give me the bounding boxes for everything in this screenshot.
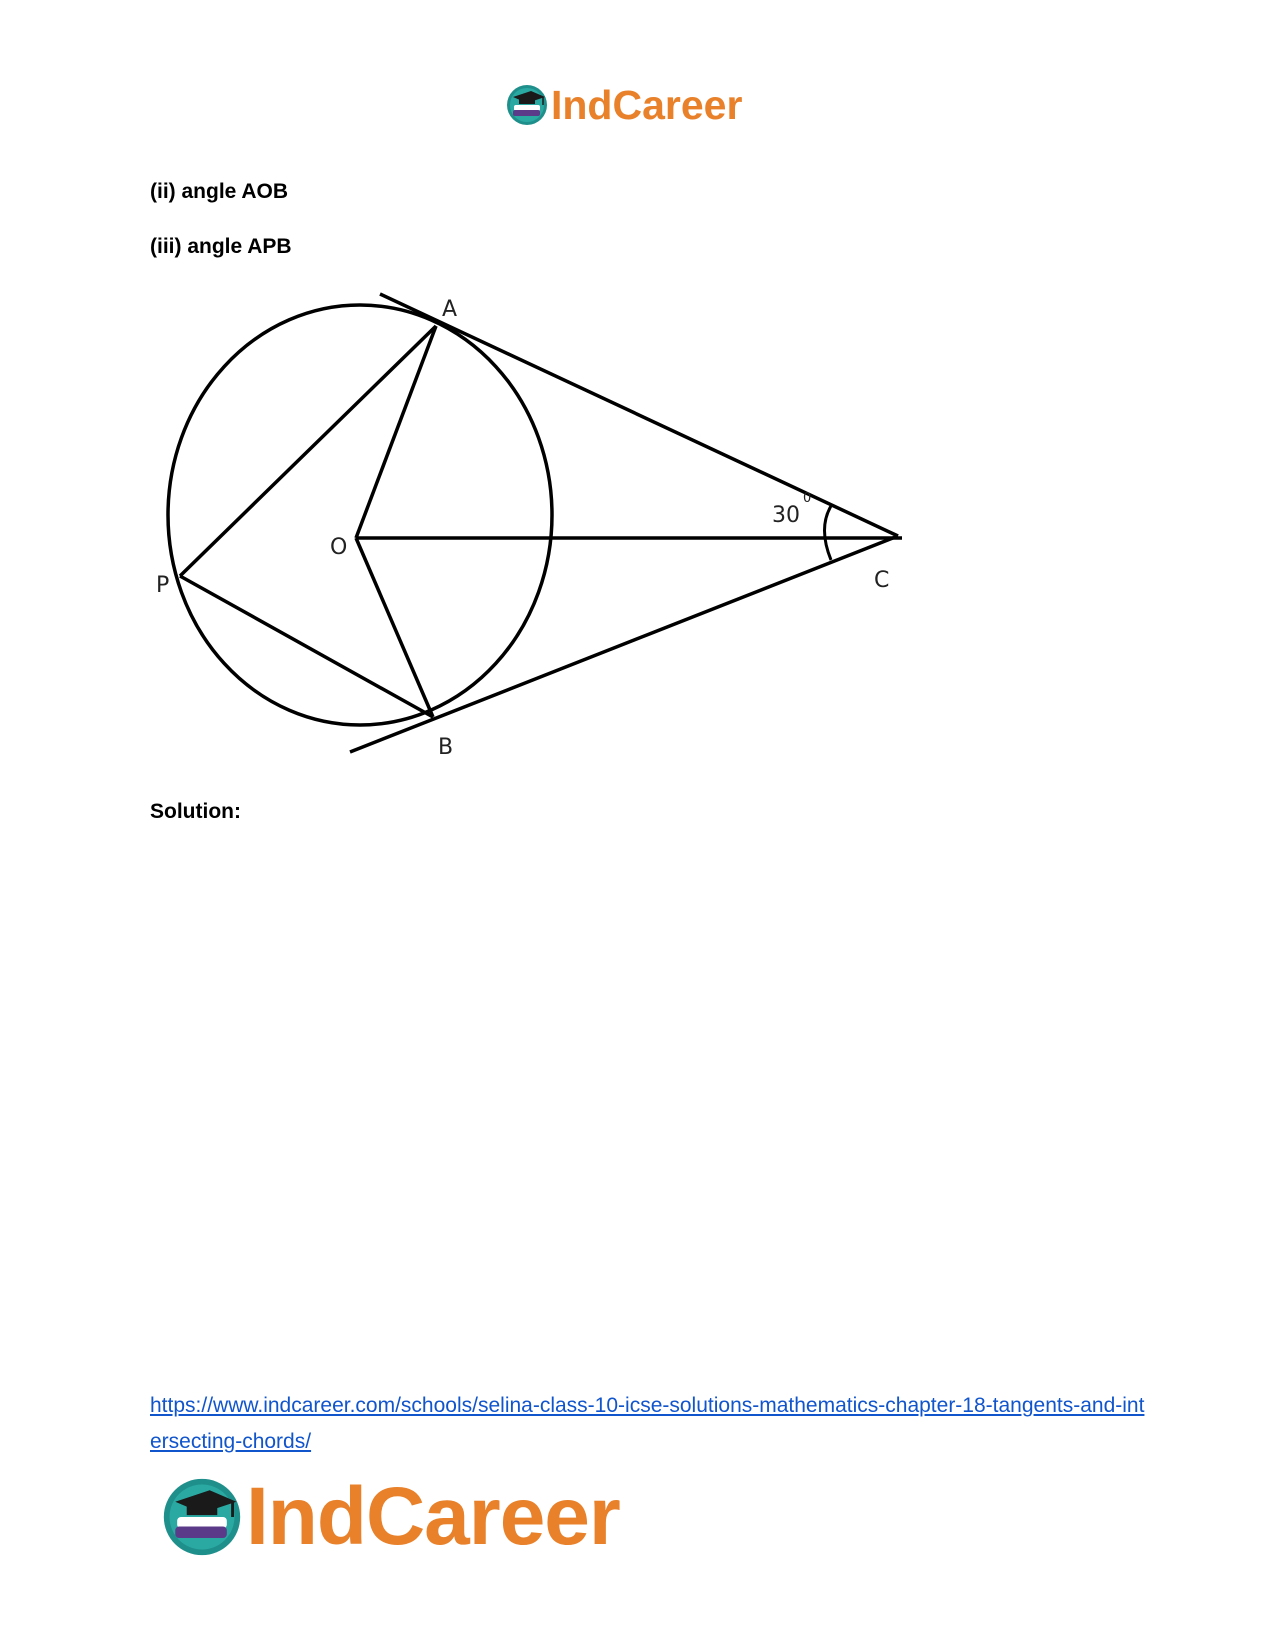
label-a: A (442, 297, 458, 322)
graduation-cap-book-icon (505, 83, 549, 127)
solution-heading: Solution: (150, 800, 241, 823)
label-b: B (438, 735, 454, 760)
header-logo (505, 80, 742, 130)
angle-value-label: 30 (772, 503, 800, 528)
graduation-cap-book-icon (160, 1475, 244, 1559)
tangent-line-cb (350, 536, 898, 752)
label-o: O (330, 535, 348, 560)
angle-arc (825, 506, 832, 560)
label-c: C (874, 568, 890, 593)
segment-ob (356, 538, 433, 717)
tangent-line-ca (380, 294, 898, 536)
circle (168, 305, 552, 725)
segment-pb (180, 576, 433, 717)
logo-text: IndCareer (246, 1471, 620, 1562)
tangent-circle-figure (150, 290, 930, 770)
angle-unit-label: 0 (803, 491, 812, 506)
segment-oa (356, 326, 436, 538)
footer-logo (160, 1472, 620, 1562)
question-part-iii: (iii) angle APB (150, 235, 292, 258)
question-part-ii: (ii) angle AOB (150, 180, 289, 203)
source-link[interactable]: https://www.indcareer.com/schools/selina-class-10-icse-solutions-mathematics-chapter-18-tangents-and-intersecting-chords/ (150, 1394, 1145, 1453)
label-p: P (156, 573, 170, 598)
logo-text: IndCareer (551, 81, 743, 128)
